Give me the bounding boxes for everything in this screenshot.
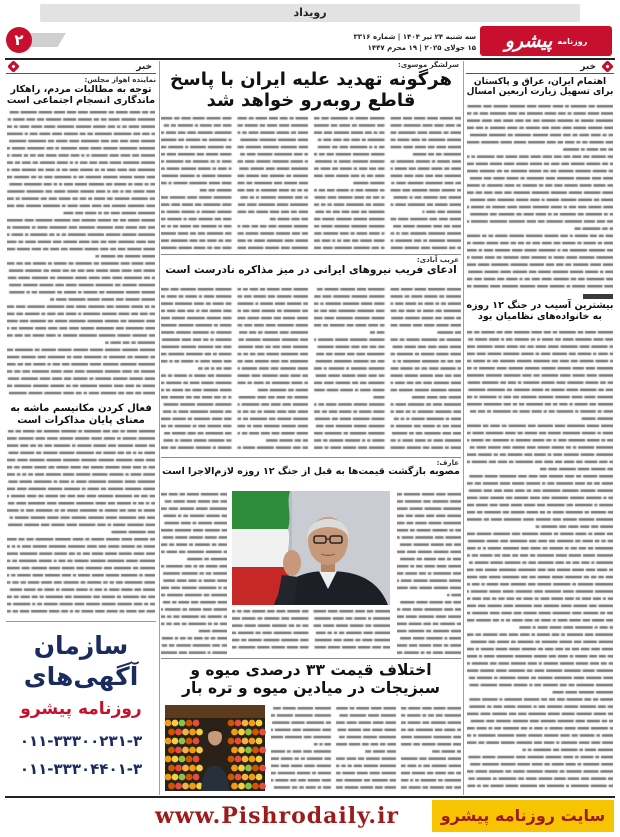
footer-site-banner bbox=[432, 800, 614, 832]
text-lines-texture bbox=[7, 109, 155, 400]
ad-title-line-2: آگهی‌های bbox=[23, 662, 139, 691]
aref-portrait-photo bbox=[232, 491, 390, 605]
story-3-body-left bbox=[161, 491, 227, 655]
left-article-1-kicker: نماینده اهواز مجلس: bbox=[84, 76, 156, 84]
right-article-1-body bbox=[467, 103, 613, 291]
column-divider-left bbox=[159, 61, 160, 795]
text-lines-texture bbox=[467, 329, 613, 793]
story-4-body bbox=[271, 705, 461, 793]
footer-site-label: سایت روزنامه پیشرو bbox=[440, 806, 606, 825]
footer-rule bbox=[5, 796, 615, 798]
story-3-photo-caption bbox=[232, 608, 390, 655]
fruit-market-photo bbox=[165, 705, 265, 791]
text-lines-texture bbox=[7, 428, 155, 616]
story-2-headline: ادعای فریب نیروهای ایرانی در میز مذاکره نادرست است bbox=[165, 264, 457, 276]
left-section-header bbox=[6, 61, 156, 74]
ad-brand: روزنامه پیشرو bbox=[20, 699, 142, 719]
story-3-kicker: عارف: bbox=[436, 459, 459, 467]
right-article-2-body bbox=[467, 329, 613, 793]
left-section-label: خبر bbox=[136, 62, 152, 72]
story-2-kicker: غریب آبادی: bbox=[416, 256, 459, 264]
ad-title-line-1: سازمان bbox=[33, 631, 129, 660]
story-1-kicker: سرلشگر موسوی: bbox=[397, 61, 459, 69]
story-1-body bbox=[161, 115, 461, 252]
page-number-badge bbox=[6, 27, 32, 53]
story-divider bbox=[161, 658, 461, 659]
text-lines-texture bbox=[397, 491, 461, 655]
story-3-headline: مصوبه بازگشت قیمت‌ها به قبل از جنگ ۱۲ روزه لازم‌الاجرا است bbox=[162, 466, 460, 477]
left-article-1-body bbox=[7, 109, 155, 400]
left-article-2-body bbox=[7, 428, 155, 616]
ad-phone-2: ۰۱۱-۳۳۳۰۴۴۰۱-۳ bbox=[19, 760, 143, 778]
story-divider bbox=[161, 254, 461, 255]
section-title: رویداد bbox=[293, 6, 327, 19]
page-number: ۲ bbox=[14, 31, 24, 49]
section-marker-icon bbox=[7, 60, 20, 73]
logo-main-text: پیشرو bbox=[504, 30, 553, 52]
story-3-body-right bbox=[397, 491, 461, 655]
right-section-header bbox=[466, 61, 614, 74]
left-article-1-headline: توجه به مطالبات مردم، راهکار ماندگاری انسجام اجتماعی است bbox=[6, 84, 156, 106]
right-article-2-kicker bbox=[583, 294, 613, 299]
right-article-2-headline: بیشترین آسیب در جنگ ۱۲ روزه به خانواده‌های نظامیان بود bbox=[466, 300, 614, 322]
footer-url: www.Pishrodaily.ir bbox=[154, 803, 400, 829]
date-line-persian: سه شنبه ۲۴ تیر ۱۴۰۴ | شماره ۳۳۱۶ bbox=[353, 33, 476, 41]
story-2-body bbox=[161, 286, 461, 454]
text-lines-texture bbox=[161, 286, 461, 454]
logo-small-text: روزنامه bbox=[557, 36, 588, 46]
right-article-1-headline: اهتمام ایران، عراق و پاکستان برای تسهیل زیارت اربعین امسال bbox=[466, 77, 614, 98]
story-divider bbox=[161, 457, 461, 458]
advertising-box bbox=[6, 621, 156, 795]
ad-phone-1: ۰۱۱-۳۳۳۰۰۲۳۱-۳ bbox=[19, 732, 143, 750]
right-section-label: خبر bbox=[580, 62, 596, 72]
masthead-rule bbox=[5, 58, 615, 60]
text-lines-texture bbox=[232, 608, 390, 655]
text-lines-texture bbox=[467, 103, 613, 291]
text-lines-texture bbox=[271, 705, 461, 793]
column-divider-right bbox=[463, 61, 464, 795]
story-4-headline: اختلاف قیمت ۳۳ درصدی میوه و سبزیجات در میادین میوه و تره بار bbox=[182, 661, 440, 697]
text-lines-texture bbox=[161, 115, 461, 252]
text-lines-texture bbox=[161, 491, 227, 655]
masthead-date bbox=[353, 32, 476, 56]
newspaper-logo bbox=[480, 26, 612, 56]
story-1-headline: هرگونه تهدید علیه ایران با پاسخ قاطع روبه‌رو خواهد شد bbox=[170, 69, 452, 111]
date-line-gregorian-hijri: ۱۵ جولای ۲۰۲۵ | ۱۹ محرم ۱۴۴۷ bbox=[367, 44, 476, 52]
left-article-2-headline: فعال کردن مکانیسم ماشه به معنای پایان مذاکرات است bbox=[10, 403, 152, 426]
section-marker-icon bbox=[601, 60, 614, 73]
